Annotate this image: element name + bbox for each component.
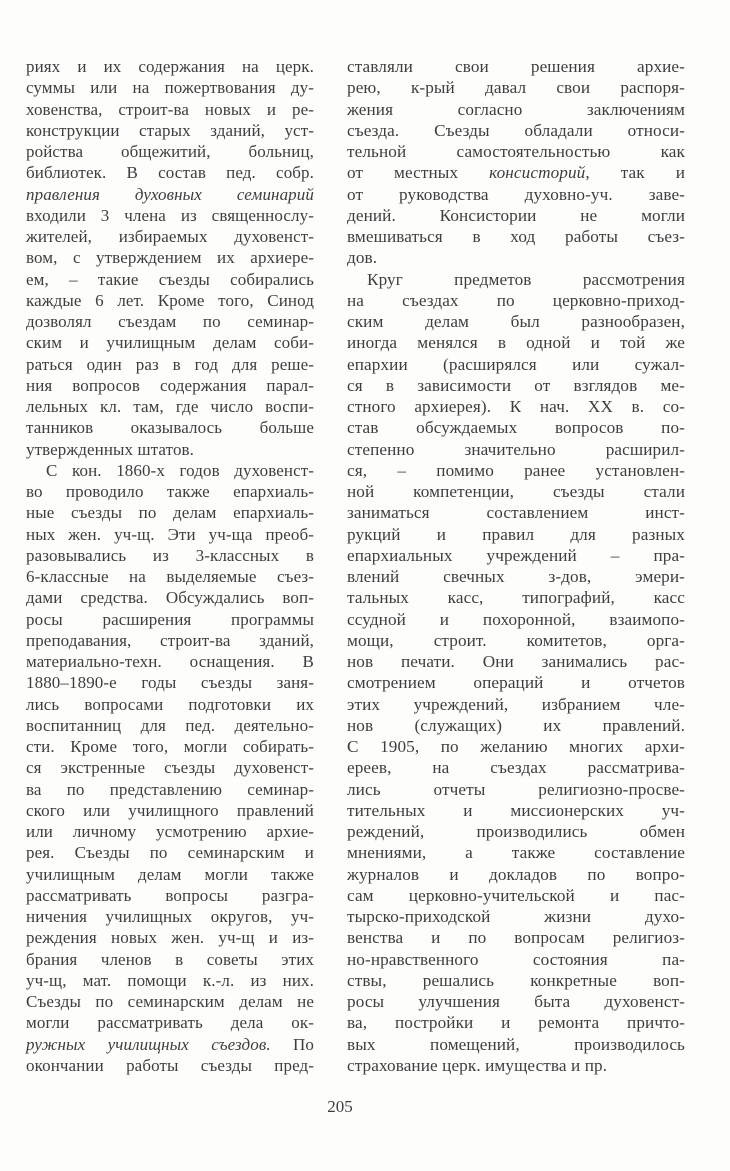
text-line [26,672,314,693]
text-line [347,141,685,162]
text-segment: ся в зависимости от взглядов ме- [347,375,685,395]
text-segment: разовывались из 3-классных в [26,545,314,565]
text-segment: иногда менялся в одной и той же [347,333,685,353]
text-segment: ставляли свои решения архие- [347,57,685,76]
text-segment: вмешиваться в ход работы съез- [347,227,685,246]
text-segment: Съезды по семинарским делам не [26,992,314,1011]
text-segment: С кон. 1860-х годов духовенст- [46,460,314,480]
text-line [347,757,685,778]
text-segment: от руководства духовно-уч. заве- [347,184,685,204]
text-line [347,885,685,906]
text-column-right [347,56,685,1076]
text-segment: ховенства, строит-ва новых и ре- [26,99,314,119]
text-line [26,56,314,77]
text-line [26,757,314,778]
text-segment: во проводило также епархиаль- [26,482,314,501]
text-line [347,842,685,863]
text-line [347,417,685,438]
text-segment: ереев, на съездах рассматрива- [347,758,685,778]
text-segment: ского или училищного правлений [26,800,314,820]
text-line [347,332,685,353]
text-segment: ем, – такие съезды собирались [26,269,314,289]
text-line [26,354,314,375]
text-segment: от местных [347,163,490,183]
text-line [347,396,685,417]
text-line [347,56,685,77]
text-segment: утвержденных штатов. [26,439,195,459]
text-line [26,630,314,651]
text-segment: ским делам был разнообразен, [347,312,685,331]
text-segment: ся, – помимо ранее установлен- [347,460,685,480]
text-segment: на съездах по церковно-приход- [347,290,685,310]
text-line [26,226,314,247]
text-segment: росы улучшения быта духовенст- [347,992,685,1011]
text-segment: ния вопросов содержания парал- [26,375,314,395]
text-line [26,842,314,863]
text-segment: 1880–1890-е годы съезды заня- [26,673,314,693]
text-line [26,375,314,396]
text-segment: ва, постройки и ремонта причто- [347,1013,685,1033]
text-line [347,800,685,821]
text-line [26,290,314,311]
text-line [347,566,685,587]
text-segment: , так и [585,163,685,183]
text-segment: вых помещений, производилось [347,1034,685,1054]
text-line [26,906,314,927]
text-line [26,715,314,736]
text-segment: ва по представлению семинар- [26,779,314,799]
text-segment: тальных касс, типографий, касс [347,588,685,608]
text-line [26,927,314,948]
text-segment: конструкции старых зданий, уст- [26,120,314,140]
text-line [347,247,685,268]
text-line [26,694,314,715]
text-line [26,269,314,290]
text-segment: воспитанниц для пед. деятельно- [26,715,314,735]
text-line [26,991,314,1012]
text-segment: этих учреждений, избранием чле- [347,694,685,714]
text-segment: рукций и правил для разных [347,524,685,544]
text-segment: ссудной и похоронной, взаимопо- [347,609,685,629]
italic-term: ружных училищных съездов. [26,1034,271,1054]
text-line [26,460,314,481]
text-line [26,779,314,800]
text-segment: епархии (расширялся или сужал- [347,354,685,374]
text-segment: По [270,1034,315,1054]
text-segment: риях и их содержания на церк. [26,57,314,76]
text-line [347,99,685,120]
text-segment: рея. Съезды по семинарским и [26,843,314,863]
text-line [26,587,314,608]
text-line [26,609,314,630]
text-segment: нов печати. Они занимались рас- [347,652,685,671]
text-segment: дений. Консистории не могли [347,205,685,225]
text-line [347,1012,685,1033]
text-line [347,226,685,247]
text-line [347,672,685,693]
text-segment: реждений, производились обмен [347,822,685,841]
text-line [347,651,685,672]
text-segment: ничения училищных округов, уч- [26,907,314,926]
text-line [347,779,685,800]
text-segment: или личному усмотрению архие- [26,822,314,841]
text-line [26,864,314,885]
text-segment: жителей, избираемых духовенст- [26,227,314,246]
text-line [347,205,685,226]
text-line [347,694,685,715]
text-line [26,1034,314,1055]
text-segment: стного архиерея). К нач. XX в. со- [347,397,685,416]
text-segment: рассматривать вопросы разгра- [26,885,314,905]
text-line [26,120,314,141]
text-line [347,290,685,311]
text-segment: ной компетенции, съезды стали [347,482,685,501]
text-line [26,162,314,183]
text-line [26,77,314,98]
text-segment: страхование церк. имущества и пр. [347,1055,608,1075]
text-segment: уч-щ, мат. помощи к.-л. из них. [26,970,314,990]
text-segment: нов (служащих) их правлений. [347,715,685,735]
text-line [347,162,685,183]
text-line [347,630,685,651]
text-line [26,970,314,991]
text-segment: материально-техн. оснащения. В [26,652,314,671]
text-line [26,1012,314,1033]
text-line [26,481,314,502]
text-line [347,545,685,566]
text-segment: танников оказывалось больше [26,418,314,438]
text-segment: тительных и миссионерских уч- [347,800,685,820]
page-number: 205 [327,1097,353,1116]
text-line [26,1055,314,1076]
text-line [347,1034,685,1055]
text-segment: сти. Кроме того, могли собирать- [26,737,314,756]
text-line [347,715,685,736]
text-segment: епархиальных учреждений – пра- [347,545,685,565]
text-line [347,460,685,481]
text-segment: реждения новых жен. уч-щ и из- [26,928,314,948]
text-line [347,439,685,460]
text-line [347,970,685,991]
text-segment: венства и по вопросам религиоз- [347,928,685,948]
text-segment: жения согласно заключениям [347,99,685,119]
text-segment: влений свечных з-дов, эмери- [347,567,685,586]
text-line [26,247,314,268]
text-segment: 6-классные на выделяемые съез- [26,567,314,586]
text-line [26,821,314,842]
text-segment: мощи, строит. комитетов, орга- [347,630,685,650]
text-line [347,927,685,948]
text-segment: каждые 6 лет. Кроме того, Синод [26,290,314,310]
text-line [347,991,685,1012]
text-line [347,77,685,98]
text-segment: журналов и докладов по вопро- [347,864,685,884]
italic-term: правления духовных семинарий [26,184,314,204]
text-segment: ся экстренные съезды духовенст- [26,758,314,778]
text-line [26,332,314,353]
text-segment: лись отчеты религиозно-просве- [347,779,685,799]
text-line [347,354,685,375]
text-segment: тельной самостоятельностью как [347,142,685,161]
text-segment: лись вопросами подготовки их [26,694,314,714]
text-line [26,417,314,438]
text-line [347,502,685,523]
text-line [26,736,314,757]
text-segment: лельных кл. там, где число воспи- [26,397,314,416]
text-line [347,311,685,332]
text-line [26,205,314,226]
text-segment: преподавания, строит-ва зданий, [26,630,314,650]
text-line [347,609,685,630]
text-line [347,949,685,970]
text-segment: окончании работы съезды пред- [26,1055,314,1075]
text-line [26,99,314,120]
text-segment: дов. [347,248,378,268]
text-line [347,120,685,141]
text-line [347,375,685,396]
text-segment: росы расширения программы [26,609,314,629]
text-line [347,481,685,502]
text-line [26,184,314,205]
text-segment: смотрением операций и отчетов [347,673,685,693]
text-line [347,524,685,545]
text-segment: суммы или на пожертвования ду- [26,78,314,98]
text-line [347,821,685,842]
text-line [347,736,685,757]
italic-term: консисторий [489,163,586,183]
text-segment: рею, к-рый давал свои распоря- [347,78,685,98]
text-line [347,864,685,885]
text-segment: заниматься составлением инст- [347,503,685,523]
text-line [26,502,314,523]
text-segment: ским и училищным делам соби- [26,333,314,353]
text-segment: тырско-приходской жизни духо- [347,907,685,926]
text-segment: входили 3 члена из священнослу- [26,205,314,225]
text-line [26,141,314,162]
text-line [26,800,314,821]
text-segment: сам церковно-учительской и пас- [347,885,685,905]
text-segment: степенно значительно расширил- [347,439,685,459]
text-segment: могли рассматривать дела ок- [26,1013,314,1033]
text-segment: ройства общежитий, больниц, [26,142,314,161]
text-segment: раться один раз в год для реше- [26,354,314,374]
text-segment: дами средства. Обсуждались воп- [26,588,314,608]
text-segment: мнениями, а также составление [347,843,685,863]
text-segment: съезда. Съезды обладали относи- [347,120,685,140]
text-segment: библиотек. В состав пед. собр. [26,163,314,183]
text-segment: ные съезды по делам епархиаль- [26,503,314,523]
text-line [347,184,685,205]
text-segment: училищным делам могли также [26,864,314,884]
text-segment: но-нравственного состояния па- [347,949,685,969]
text-line [26,524,314,545]
text-line [347,269,685,290]
text-segment: С 1905, по желанию многих архи- [347,737,685,756]
text-segment: дозволял съездам по семинар- [26,312,314,331]
text-line [26,439,314,460]
text-segment: ствы, решались конкретные воп- [347,970,685,990]
text-line [26,396,314,417]
text-column-left [26,56,314,1076]
text-segment: вом, с утверждением их архиере- [26,248,314,268]
text-line [26,311,314,332]
text-segment: Круг предметов рассмотрения [367,269,685,289]
text-line [347,1055,685,1076]
text-segment: ных жен. уч-щ. Эти уч-ща преоб- [26,524,314,544]
text-segment: став обсуждаемых вопросов по- [347,418,685,438]
text-line [26,545,314,566]
text-line [26,566,314,587]
text-line [26,651,314,672]
text-segment: брания членов в советы этих [26,949,314,969]
text-line [26,885,314,906]
text-line [347,587,685,608]
text-line [26,949,314,970]
text-line [347,906,685,927]
